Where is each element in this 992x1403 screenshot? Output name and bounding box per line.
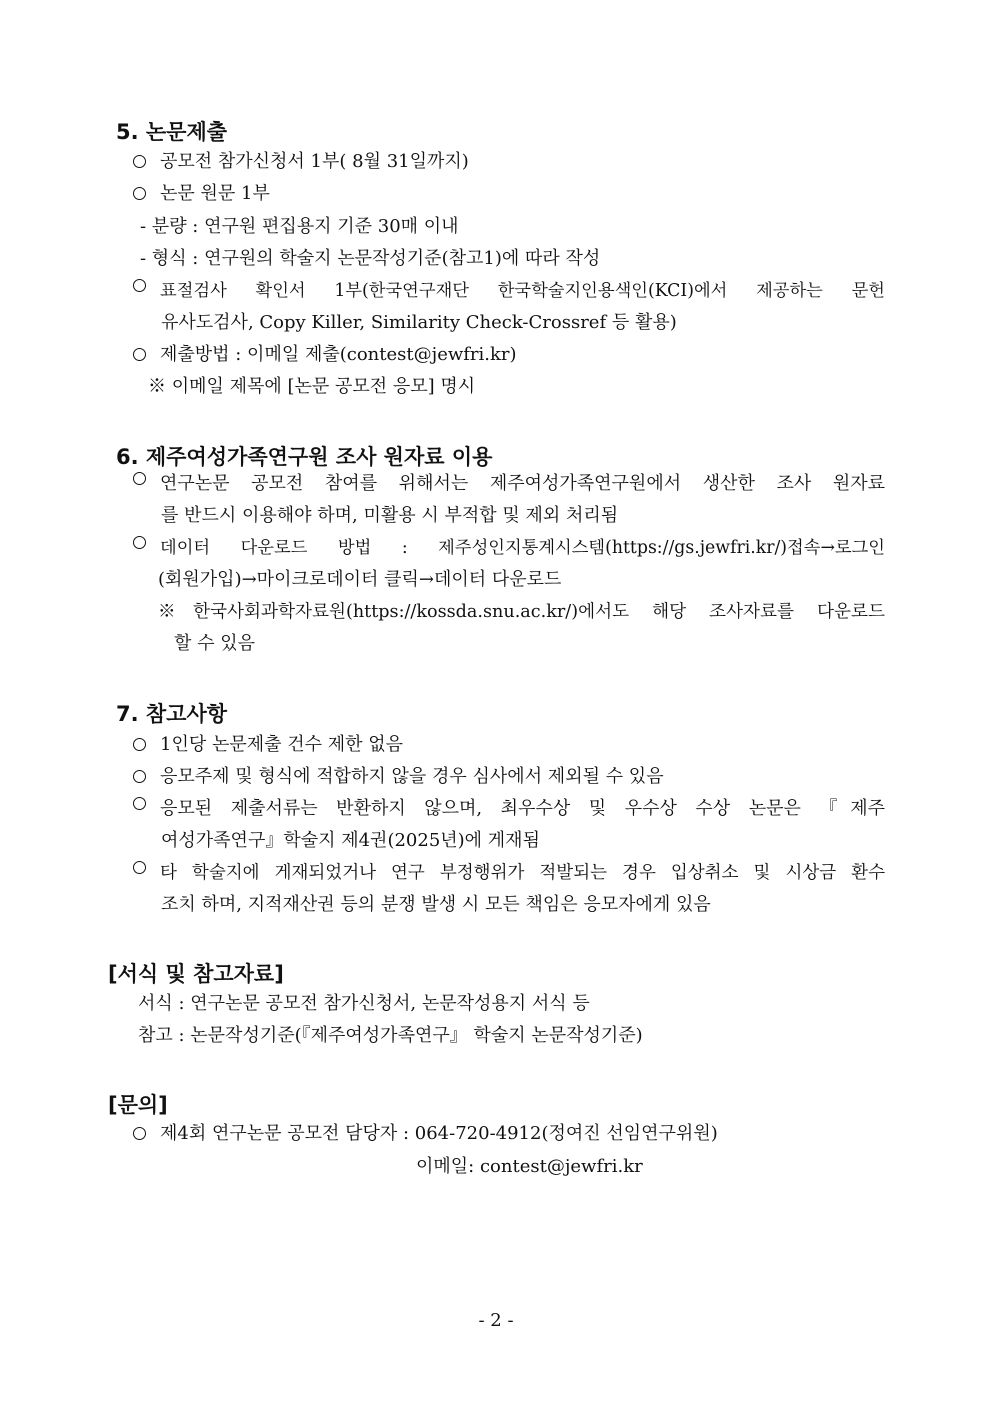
forms-item-1: 서식 : 연구논문 공모전 참가신청서, 논문작성용지 서식 등 bbox=[138, 993, 590, 1014]
s5-note: ※ 이메일 제목에 [논문 공모전 응모] 명시 bbox=[148, 376, 476, 397]
contact-email: 이메일: contest@jewfri.kr bbox=[416, 1156, 643, 1177]
s5-item-4: 제출방법 : 이메일 제출(contest@jewfri.kr) bbox=[133, 343, 517, 367]
s7-item-3: 응모된 제출서류는 반환하지 않으며, 최우수상 및 우수상 수상 논문은 『제주 bbox=[133, 797, 885, 821]
page-number: - 2 - bbox=[478, 1310, 514, 1331]
bullet-circle-icon bbox=[133, 472, 146, 485]
section-6-title: 6. 제주여성가족연구원 조사 원자료 이용 bbox=[116, 445, 493, 469]
s6-note-cont: 할 수 있음 bbox=[174, 633, 255, 654]
bullet-circle-icon bbox=[133, 738, 146, 751]
bullet-circle-icon bbox=[133, 155, 146, 168]
bullet-circle-icon bbox=[133, 187, 146, 200]
s6-item-1: 연구논문 공모전 참여를 위해서는 제주여성가족연구원에서 생산한 조사 원자료 bbox=[133, 472, 885, 496]
s6-item-2: 데이터 다운로드 방법 : 제주성인지통계시스템(https://gs.jewfri.kr/)접속→로그인 bbox=[133, 536, 885, 560]
s5-item-1: 공모전 참가신청서 1부( 8월 31일까지) bbox=[133, 150, 469, 174]
section-7-title: 7. 참고사항 bbox=[116, 702, 228, 726]
contact-person: 제4회 연구논문 공모전 담당자 : 064-720-4912(정여진 선임연구위원) bbox=[133, 1122, 718, 1146]
s6-note: ※한국사회과학자료원(https://kossda.snu.ac.kr/)에서도 해당 조사자료를 다운로드 bbox=[158, 602, 885, 622]
s5-item-2: 논문 원문 1부 bbox=[133, 182, 270, 206]
forms-item-2: 참고 : 논문작성기준(『제주여성가족연구』 학술지 논문작성기준) bbox=[138, 1025, 643, 1046]
contact-title: [문의] bbox=[108, 1093, 168, 1117]
bullet-circle-icon bbox=[133, 770, 146, 783]
bullet-circle-icon bbox=[133, 348, 146, 361]
s6-item-1-cont: 를 반드시 이용해야 하며, 미활용 시 부적합 및 제외 처리됨 bbox=[161, 505, 619, 526]
s5-subitem-1: - 분량 : 연구원 편집용지 기준 30매 이내 bbox=[140, 216, 459, 237]
s7-item-2: 응모주제 및 형식에 적합하지 않을 경우 심사에서 제외될 수 있음 bbox=[133, 765, 664, 789]
s7-item-4: 타 학술지에 게재되었거나 연구 부정행위가 적발되는 경우 입상취소 및 시상금 환수 bbox=[133, 861, 885, 885]
bullet-circle-icon bbox=[133, 1127, 146, 1140]
bullet-circle-icon bbox=[133, 797, 146, 810]
bullet-circle-icon bbox=[133, 279, 146, 292]
bullet-circle-icon bbox=[133, 536, 146, 549]
s7-item-4-cont: 조치 하며, 지적재산권 등의 분쟁 발생 시 모든 책임은 응모자에게 있음 bbox=[161, 894, 711, 915]
s6-item-2-cont: (회원가입)→마이크로데이터 클릭→데이터 다운로드 bbox=[158, 569, 562, 590]
forms-title: [서식 및 참고자료] bbox=[108, 962, 284, 986]
s5-item-3-cont: 유사도검사, Copy Killer, Similarity Check-Crossref 등 활용) bbox=[161, 312, 677, 333]
s5-item-3: 표절검사 확인서 1부(한국연구재단 한국학술지인용색인(KCI)에서 제공하는 문헌 bbox=[133, 279, 885, 303]
s7-item-3-cont: 여성가족연구』학술지 제4권(2025년)에 게재됨 bbox=[161, 830, 540, 851]
s5-subitem-2: - 형식 : 연구원의 학술지 논문작성기준(참고1)에 따라 작성 bbox=[140, 248, 601, 269]
section-5-title: 5. 논문제출 bbox=[116, 120, 228, 144]
s7-item-1: 1인당 논문제출 건수 제한 없음 bbox=[133, 733, 403, 757]
bullet-circle-icon bbox=[133, 861, 146, 874]
